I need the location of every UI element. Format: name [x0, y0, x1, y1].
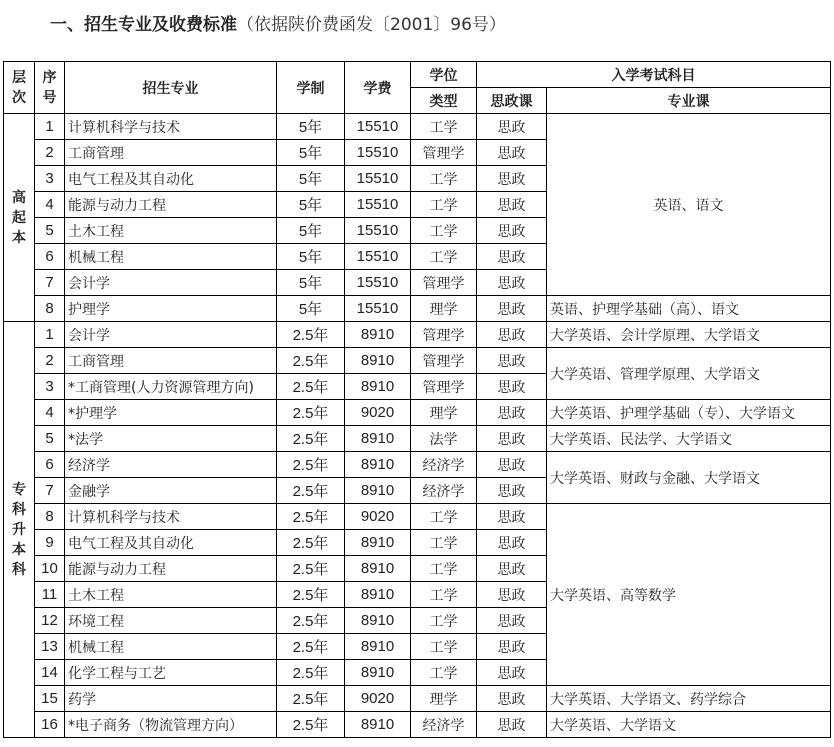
- degree-cell: 工学: [411, 556, 477, 582]
- fee-cell: 8910: [345, 322, 411, 348]
- major-cell: *工商管理(人力资源管理方向): [65, 374, 277, 400]
- duration-cell: 5年: [277, 114, 345, 140]
- seq-cell: 15: [35, 686, 65, 712]
- specialty-subjects-cell: 大学英语、管理学原理、大学语文: [547, 348, 831, 400]
- degree-cell: 管理学: [411, 322, 477, 348]
- politics-cell: 思政: [477, 452, 547, 478]
- seq-cell: 2: [35, 140, 65, 166]
- fee-cell: 8910: [345, 478, 411, 504]
- major-cell: 计算机科学与技术: [65, 504, 277, 530]
- duration-cell: 2.5年: [277, 400, 345, 426]
- politics-cell: 思政: [477, 192, 547, 218]
- major-cell: 药学: [65, 686, 277, 712]
- seq-cell: 11: [35, 582, 65, 608]
- politics-cell: 思政: [477, 140, 547, 166]
- level-cell: [4, 114, 35, 322]
- degree-cell: 理学: [411, 686, 477, 712]
- seq-cell: 5: [35, 426, 65, 452]
- fee-cell: 15510: [345, 270, 411, 296]
- major-cell: 计算机科学与技术: [65, 114, 277, 140]
- seq-cell: 3: [35, 166, 65, 192]
- level-cell: [4, 322, 35, 738]
- header-fee: 学费: [345, 62, 411, 114]
- major-cell: *法学: [65, 426, 277, 452]
- header-seq: 序号: [35, 62, 65, 114]
- degree-cell: 理学: [411, 296, 477, 322]
- duration-cell: 5年: [277, 296, 345, 322]
- seq-cell: 7: [35, 478, 65, 504]
- major-cell: 工商管理: [65, 348, 277, 374]
- degree-cell: 法学: [411, 426, 477, 452]
- header-degree-bottom: 类型: [411, 88, 477, 114]
- degree-cell: 理学: [411, 400, 477, 426]
- table-row: [4, 504, 831, 530]
- duration-cell: 2.5年: [277, 608, 345, 634]
- seq-cell: 12: [35, 608, 65, 634]
- degree-cell: 管理学: [411, 348, 477, 374]
- level-label: 高起本: [12, 189, 26, 246]
- politics-cell: 思政: [477, 556, 547, 582]
- politics-cell: 思政: [477, 504, 547, 530]
- seq-cell: 7: [35, 270, 65, 296]
- specialty-subjects-cell: 大学英语、高等数学: [547, 504, 831, 686]
- fee-cell: 8910: [345, 426, 411, 452]
- specialty-subjects-cell: 大学英语、民法学、大学语文: [547, 426, 831, 452]
- duration-cell: 5年: [277, 192, 345, 218]
- major-cell: *电子商务（物流管理方向）: [65, 712, 277, 738]
- table-row: [4, 296, 831, 322]
- specialty-subjects-cell: 大学英语、会计学原理、大学语文: [547, 322, 831, 348]
- major-cell: 经济学: [65, 452, 277, 478]
- politics-cell: 思政: [477, 712, 547, 738]
- seq-cell: 16: [35, 712, 65, 738]
- politics-cell: 思政: [477, 478, 547, 504]
- seq-cell: 13: [35, 634, 65, 660]
- table-row: [4, 712, 831, 738]
- seq-cell: 1: [35, 114, 65, 140]
- seq-cell: 4: [35, 400, 65, 426]
- politics-cell: 思政: [477, 530, 547, 556]
- specialty-subjects-cell: 大学英语、大学语文、药学综合: [547, 686, 831, 712]
- duration-cell: 2.5年: [277, 634, 345, 660]
- politics-cell: 思政: [477, 660, 547, 686]
- seq-cell: 9: [35, 530, 65, 556]
- politics-cell: 思政: [477, 634, 547, 660]
- header-politics: 思政课: [477, 88, 547, 114]
- fee-cell: 9020: [345, 400, 411, 426]
- fee-cell: 15510: [345, 140, 411, 166]
- politics-cell: 思政: [477, 166, 547, 192]
- table-row: [4, 426, 831, 452]
- specialty-subjects-cell: 英语、护理学基础（高）、语文: [547, 296, 831, 322]
- degree-cell: 管理学: [411, 140, 477, 166]
- major-cell: 会计学: [65, 322, 277, 348]
- politics-cell: 思政: [477, 686, 547, 712]
- politics-cell: 思政: [477, 270, 547, 296]
- specialty-subjects-cell: 大学英语、财政与金融、大学语文: [547, 452, 831, 504]
- degree-cell: 工学: [411, 504, 477, 530]
- politics-cell: 思政: [477, 218, 547, 244]
- fee-cell: 8910: [345, 556, 411, 582]
- duration-cell: 2.5年: [277, 478, 345, 504]
- title-subtitle: （依据陕价费函发〔2001〕96号）: [237, 15, 506, 35]
- major-cell: 能源与动力工程: [65, 556, 277, 582]
- duration-cell: 5年: [277, 244, 345, 270]
- seq-cell: 3: [35, 374, 65, 400]
- specialty-subjects-cell: 大学英语、大学语文: [547, 712, 831, 738]
- seq-cell: 8: [35, 296, 65, 322]
- duration-cell: 2.5年: [277, 712, 345, 738]
- fee-cell: 8910: [345, 608, 411, 634]
- degree-cell: 工学: [411, 608, 477, 634]
- fee-cell: 8910: [345, 582, 411, 608]
- fee-cell: 8910: [345, 348, 411, 374]
- fee-cell: 8910: [345, 374, 411, 400]
- duration-cell: 2.5年: [277, 322, 345, 348]
- header-duration: 学制: [277, 62, 345, 114]
- duration-cell: 5年: [277, 166, 345, 192]
- degree-cell: 经济学: [411, 712, 477, 738]
- degree-cell: 经济学: [411, 478, 477, 504]
- degree-cell: 工学: [411, 660, 477, 686]
- title-main: 一、招生专业及收费标准: [50, 15, 237, 35]
- table-row: [4, 452, 831, 478]
- duration-cell: 5年: [277, 270, 345, 296]
- fee-cell: 15510: [345, 244, 411, 270]
- degree-cell: 工学: [411, 530, 477, 556]
- duration-cell: 2.5年: [277, 452, 345, 478]
- major-cell: 会计学: [65, 270, 277, 296]
- degree-cell: 工学: [411, 634, 477, 660]
- duration-cell: 2.5年: [277, 426, 345, 452]
- major-cell: 化学工程与工艺: [65, 660, 277, 686]
- degree-cell: 管理学: [411, 374, 477, 400]
- politics-cell: 思政: [477, 114, 547, 140]
- major-cell: 土木工程: [65, 218, 277, 244]
- major-cell: 电气工程及其自动化: [65, 166, 277, 192]
- degree-cell: 工学: [411, 218, 477, 244]
- fee-cell: 8910: [345, 530, 411, 556]
- duration-cell: 5年: [277, 218, 345, 244]
- table-row: [4, 348, 831, 374]
- fee-cell: 15510: [345, 114, 411, 140]
- duration-cell: 2.5年: [277, 556, 345, 582]
- header-specialty: 专业课: [547, 88, 831, 114]
- specialty-subjects-cell: 英语、语文: [547, 114, 831, 296]
- duration-cell: 2.5年: [277, 582, 345, 608]
- duration-cell: 2.5年: [277, 504, 345, 530]
- major-cell: 环境工程: [65, 608, 277, 634]
- fee-cell: 15510: [345, 296, 411, 322]
- table-row: [4, 686, 831, 712]
- fee-cell: 8910: [345, 634, 411, 660]
- header-exam: 入学考试科目: [477, 62, 831, 88]
- enrollment-fee-table: [3, 61, 831, 738]
- fee-cell: 8910: [345, 452, 411, 478]
- politics-cell: 思政: [477, 582, 547, 608]
- degree-cell: 经济学: [411, 452, 477, 478]
- specialty-subjects-cell: 大学英语、护理学基础（专）、大学语文: [547, 400, 831, 426]
- politics-cell: 思政: [477, 322, 547, 348]
- politics-cell: 思政: [477, 348, 547, 374]
- seq-cell: 10: [35, 556, 65, 582]
- seq-cell: 1: [35, 322, 65, 348]
- degree-cell: 工学: [411, 166, 477, 192]
- politics-cell: 思政: [477, 426, 547, 452]
- major-cell: 护理学: [65, 296, 277, 322]
- major-cell: *护理学: [65, 400, 277, 426]
- table-row: [4, 114, 831, 140]
- header-major: 招生专业: [65, 62, 277, 114]
- politics-cell: 思政: [477, 374, 547, 400]
- fee-cell: 9020: [345, 686, 411, 712]
- table-row: [4, 400, 831, 426]
- politics-cell: 思政: [477, 400, 547, 426]
- page-title: [50, 10, 506, 40]
- seq-cell: 5: [35, 218, 65, 244]
- major-cell: 土木工程: [65, 582, 277, 608]
- duration-cell: 2.5年: [277, 686, 345, 712]
- major-cell: 工商管理: [65, 140, 277, 166]
- major-cell: 机械工程: [65, 634, 277, 660]
- major-cell: 电气工程及其自动化: [65, 530, 277, 556]
- duration-cell: 2.5年: [277, 348, 345, 374]
- seq-cell: 2: [35, 348, 65, 374]
- seq-cell: 8: [35, 504, 65, 530]
- fee-cell: 15510: [345, 218, 411, 244]
- degree-cell: 工学: [411, 582, 477, 608]
- fee-cell: 8910: [345, 712, 411, 738]
- seq-cell: 6: [35, 452, 65, 478]
- table-body: [4, 114, 831, 738]
- table-row: [4, 322, 831, 348]
- fee-cell: 9020: [345, 504, 411, 530]
- politics-cell: 思政: [477, 296, 547, 322]
- seq-cell: 14: [35, 660, 65, 686]
- degree-cell: 工学: [411, 192, 477, 218]
- seq-cell: 4: [35, 192, 65, 218]
- politics-cell: 思政: [477, 608, 547, 634]
- fee-cell: 15510: [345, 192, 411, 218]
- degree-cell: 工学: [411, 114, 477, 140]
- duration-cell: 2.5年: [277, 660, 345, 686]
- header-level: 层次: [4, 62, 35, 114]
- header-degree-top: 学位: [411, 62, 477, 88]
- politics-cell: 思政: [477, 244, 547, 270]
- duration-cell: 2.5年: [277, 374, 345, 400]
- fee-cell: 15510: [345, 166, 411, 192]
- duration-cell: 2.5年: [277, 530, 345, 556]
- major-cell: 机械工程: [65, 244, 277, 270]
- degree-cell: 管理学: [411, 270, 477, 296]
- degree-cell: 工学: [411, 244, 477, 270]
- duration-cell: 5年: [277, 140, 345, 166]
- major-cell: 金融学: [65, 478, 277, 504]
- fee-cell: 8910: [345, 660, 411, 686]
- level-label: 专科升本科: [12, 481, 26, 578]
- major-cell: 能源与动力工程: [65, 192, 277, 218]
- seq-cell: 6: [35, 244, 65, 270]
